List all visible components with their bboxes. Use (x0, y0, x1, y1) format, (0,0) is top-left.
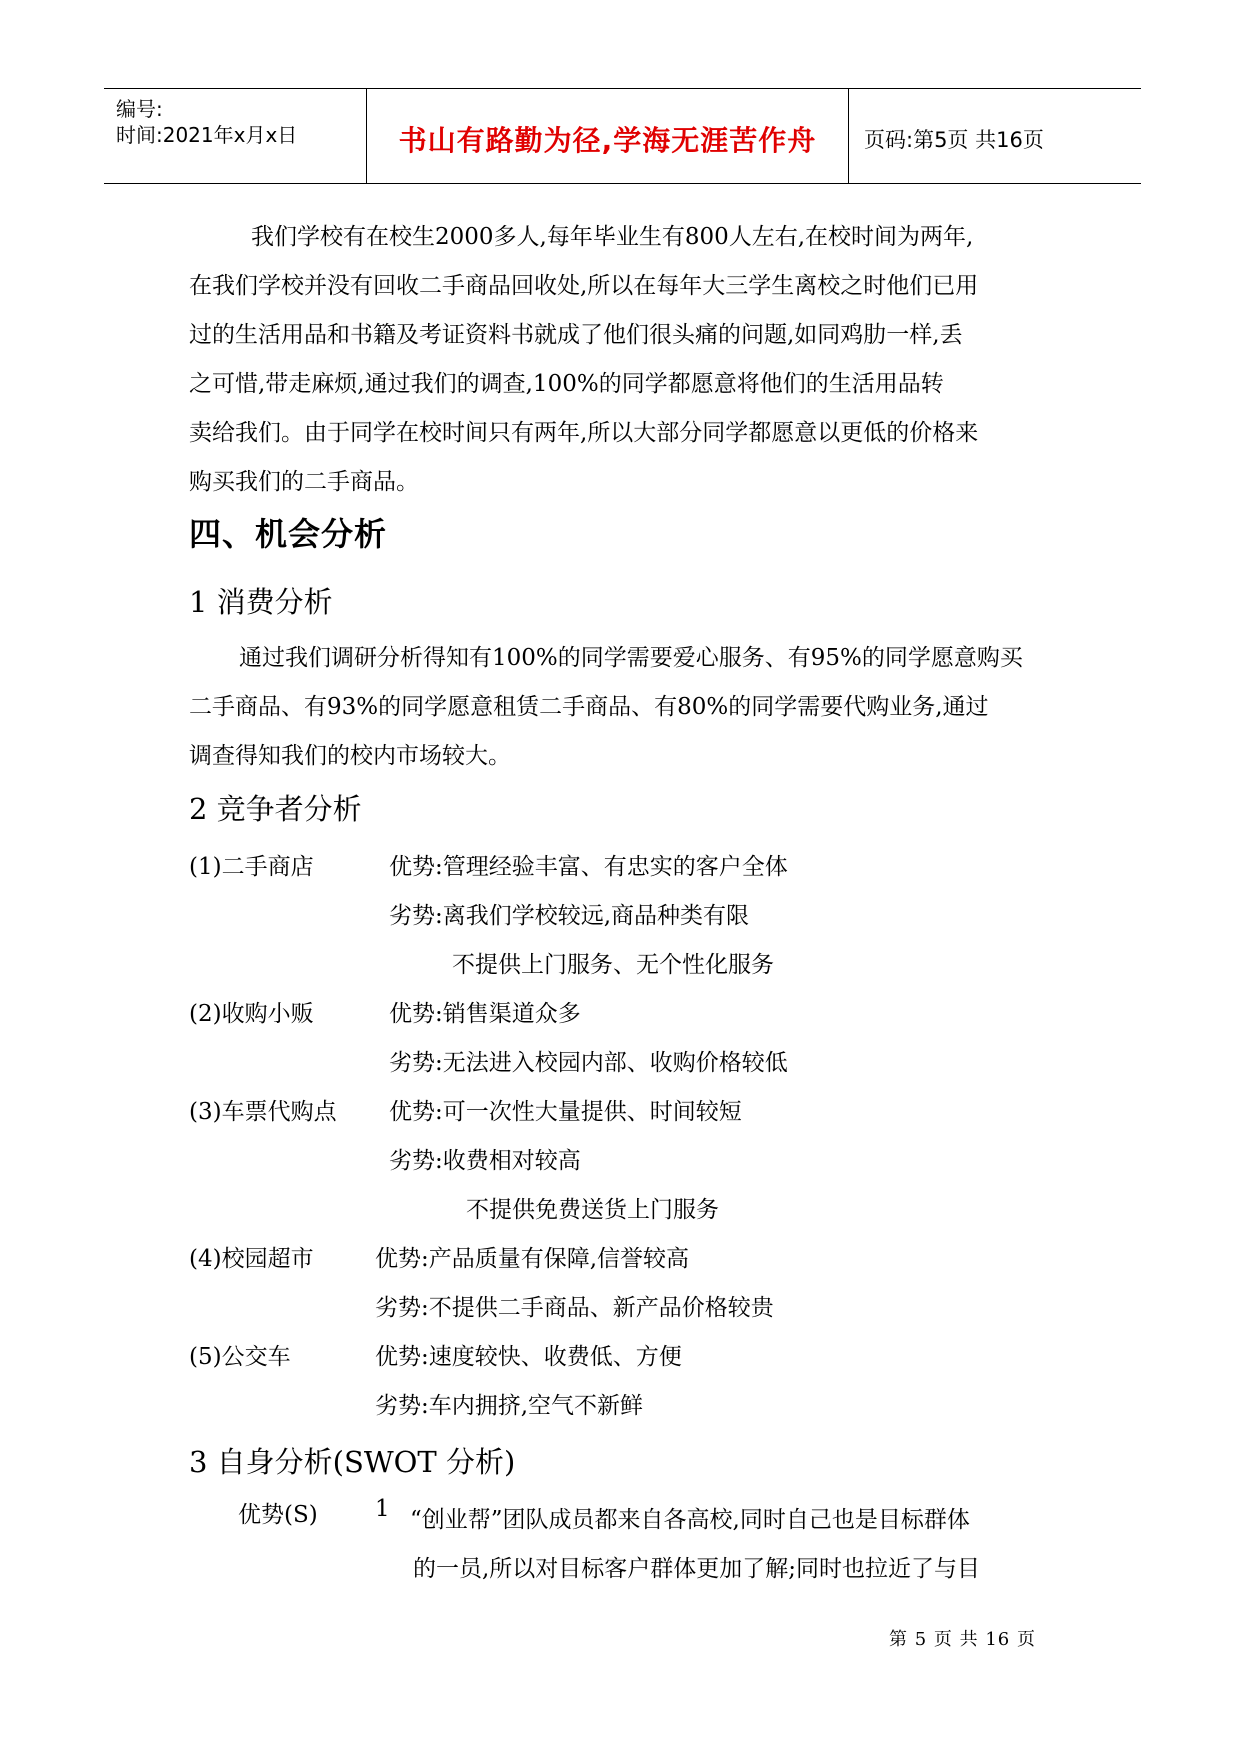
paragraph-line: 在我们学校并没有回收二手商品回收处,所以在每年大三学生离校之时他们已用 (189, 273, 979, 299)
competitor-disadvantage: 劣势:车内拥挤,空气不新鲜 (375, 1393, 644, 1419)
header-info-cell (104, 89, 367, 183)
competitor-advantage: 优势:管理经验丰富、有忠实的客户全体 (389, 854, 788, 880)
header-motto: 书山有路勤为径,学海无涯苦作舟 (398, 124, 817, 157)
header-motto-cell (367, 89, 849, 183)
competitor-name: (3)车票代购点 (189, 1099, 337, 1125)
competitor-disadvantage: 劣势:不提供二手商品、新产品价格较贵 (375, 1295, 774, 1321)
swot-strength-text (410, 1496, 980, 1594)
header-page-cell (849, 89, 1141, 183)
section-heading: 四、机会分析 (189, 515, 388, 553)
paragraph-line: 二手商品、有93%的同学愿意租赁二手商品、有80%的同学需要代购业务,通过 (189, 694, 989, 720)
competitor-disadvantage: 劣势:离我们学校较远,商品种类有限 (389, 903, 750, 929)
paragraph-line: 调查得知我们的校内市场较大。 (189, 743, 511, 769)
subsection-heading-consumption: 1 消费分析 (189, 585, 333, 619)
competitor-disadvantage-cont: 不提供免费送货上门服务 (466, 1197, 719, 1223)
competitor-advantage: 优势:可一次性大量提供、时间较短 (389, 1099, 742, 1125)
paragraph-line: 之可惜,带走麻烦,通过我们的调查,100%的同学都愿意将他们的生活用品转 (189, 371, 944, 397)
serial-number-label: 编号: (116, 97, 163, 121)
swot-item-number: 1 (375, 1496, 390, 1522)
competitor-disadvantage: 劣势:收费相对较高 (389, 1148, 581, 1174)
subsection-heading-competitors: 2 竞争者分析 (189, 792, 362, 826)
competitor-advantage: 优势:销售渠道众多 (389, 1001, 581, 1027)
paragraph-line: 过的生活用品和书籍及考证资料书就成了他们很头痛的问题,如同鸡肋一样,丢 (189, 322, 963, 348)
paragraph-line: “创业帮”团队成员都来自各高校,同时自己也是目标群体 (410, 1507, 970, 1533)
swot-strength-label: 优势(S) (238, 1502, 318, 1528)
competitor-disadvantage-cont: 不提供上门服务、无个性化服务 (452, 952, 774, 978)
time-label: 时间:2021年x月x日 (116, 123, 298, 147)
page-footer: 第 5 页 共 16 页 (889, 1629, 1036, 1650)
competitor-name: (2)收购小贩 (189, 1001, 314, 1027)
competitor-advantage: 优势:产品质量有保障,信誉较高 (375, 1246, 690, 1272)
paragraph-line: 购买我们的二手商品。 (189, 469, 419, 495)
competitor-name: (4)校园超市 (189, 1246, 314, 1272)
paragraph-line: 的一员,所以对目标客户群体更加了解;同时也拉近了与目 (413, 1556, 981, 1582)
paragraph-line: 我们学校有在校生2000多人,每年毕业生有800人左右,在校时间为两年, (251, 224, 974, 250)
subsection-heading-swot: 3 自身分析(SWOT 分析) (189, 1445, 516, 1479)
paragraph-consumption (189, 634, 1059, 781)
page-header (104, 88, 1141, 184)
competitor-name: (5)公交车 (189, 1344, 291, 1370)
header-page-number: 页码:第5页 共16页 (864, 128, 1044, 152)
paragraph-school-context (189, 213, 1059, 507)
competitor-name: (1)二手商店 (189, 854, 314, 880)
competitor-advantage: 优势:速度较快、收费低、方便 (375, 1344, 682, 1370)
competitor-disadvantage: 劣势:无法进入校园内部、收购价格较低 (389, 1050, 788, 1076)
paragraph-line: 卖给我们。由于同学在校时间只有两年,所以大部分同学都愿意以更低的价格来 (189, 420, 979, 446)
paragraph-line: 通过我们调研分析得知有100%的同学需要爱心服务、有95%的同学愿意购买 (239, 645, 1023, 671)
